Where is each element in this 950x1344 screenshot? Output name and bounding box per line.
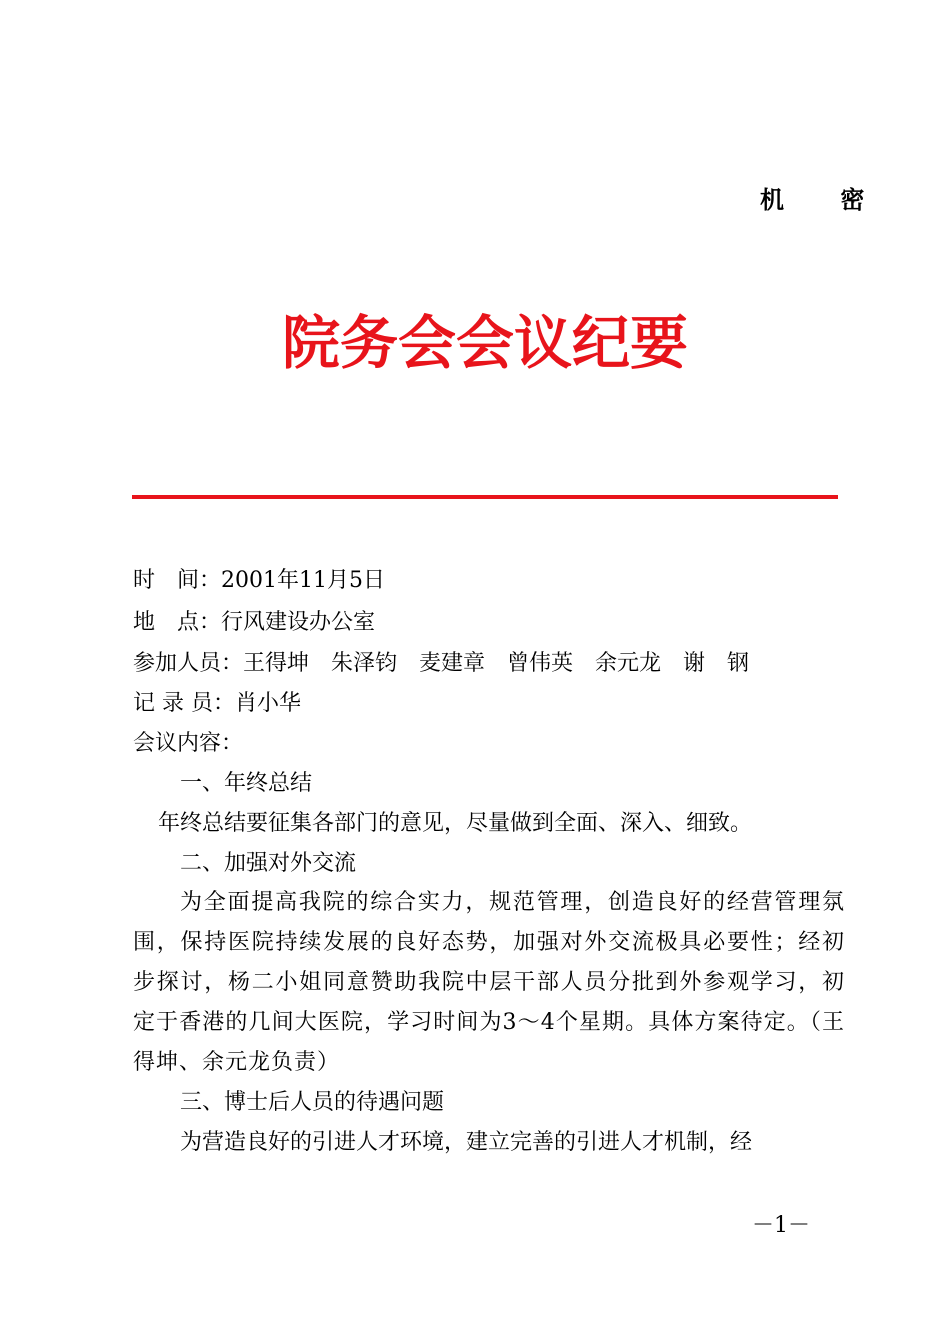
section-heading-3: 三、博士后人员的待遇问题 [180,1090,445,1115]
meeting-location: 地 点：行风建设办公室 [133,610,376,635]
meeting-attendees: 参加人员：王得坤 朱泽钧 麦建章 曾伟英 余元龙 谢 钢 [133,651,750,676]
content-label: 会议内容： [133,731,244,756]
meeting-time: 时 间：2001年11月5日 [133,568,385,593]
meeting-recorder: 记 录 员：肖小华 [133,691,301,716]
section-heading-1: 一、年终总结 [180,771,313,796]
document-title: 院务会会议纪要 [281,309,688,377]
section-body-3: 为营造良好的引进人才环境，建立完善的引进人才机制，经 [180,1130,753,1155]
title-divider [132,495,838,499]
section-heading-2: 二、加强对外交流 [180,851,357,876]
section-body-1: 年终总结要征集各部门的意见，尽量做到全面、深入、细致。 [158,811,753,836]
section-body-2: 为全面提高我院的综合实力，规范管理，创造良好的经营管理氛围，保持医院持续发展的良好态势，加强对外交流极具必要性；经初步探讨，杨二小姐同意赞助我院中层干部人员分批到外参观学习，初定于香港的几间大医院，学习时间为3～4个星期。具体方案待定。（王得坤、余元龙负责） [133,890,845,1075]
classification-label: 机 密 [760,186,889,214]
page-number: －1－ [752,1213,810,1238]
